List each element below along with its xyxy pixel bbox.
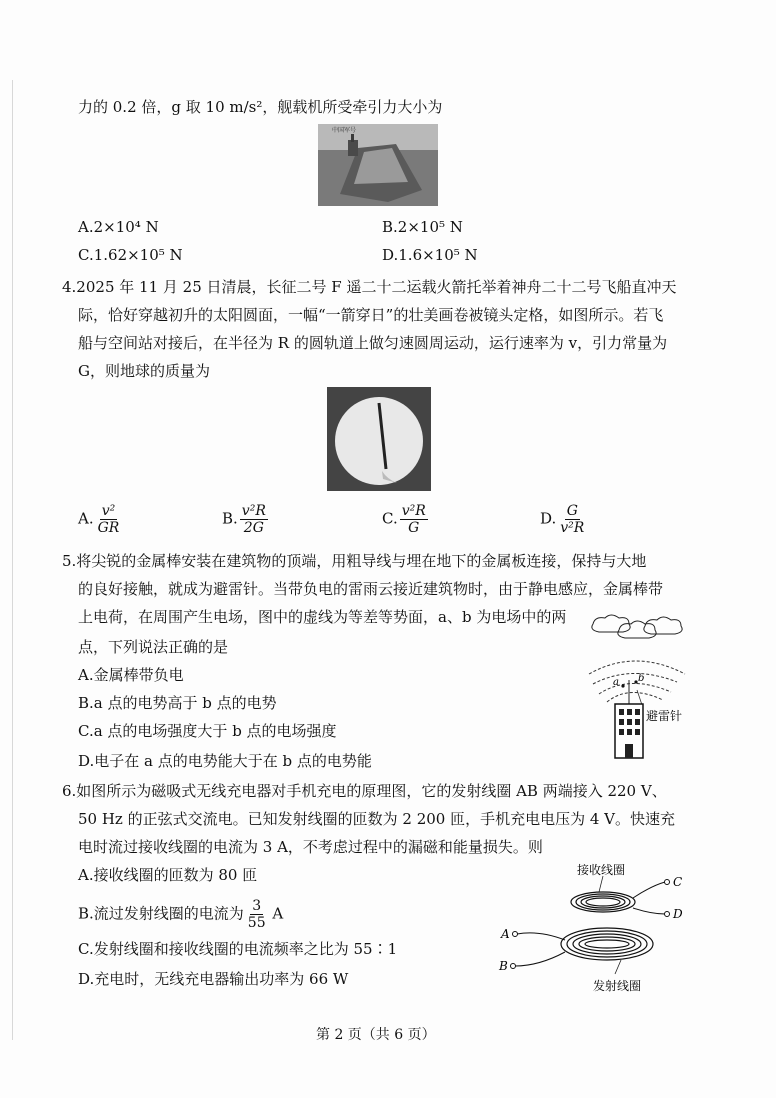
q3-option-a: A.2×10⁴ N — [78, 218, 159, 236]
q6-option-c: C.发射线圈和接收线圈的电流频率之比为 55∶1 — [78, 940, 398, 958]
q4-line-1: 4.2025 年 11 月 25 日清晨，长征二号 F 遥二十二运载火箭托举着神舟二十二号飞船直冲天 — [62, 278, 677, 296]
q5-line-3: 上电荷，在周围产生电场，图中的虚线为等差等势面，a、b 为电场中的两 — [78, 608, 567, 626]
q6-option-d: D.充电时，无线充电器输出功率为 66 W — [78, 970, 349, 988]
wireless-charger-figure — [495, 860, 695, 996]
q5-line-4: 点，下列说法正确的是 — [78, 638, 229, 656]
q4-option-a: A. $\frac{\text{v²}}{GR}$ — [78, 503, 120, 536]
label-b: b — [638, 673, 645, 684]
q4-option-c: C. $\frac{\text{v²R}}{G}$ — [382, 503, 426, 536]
label-a: a — [613, 677, 619, 688]
q6-option-a: A.接收线圈的匝数为 80 匝 — [78, 866, 258, 884]
terminal-a: A — [501, 927, 510, 941]
transmit-coil-label: 发射线圈 — [593, 979, 642, 993]
q4-option-b: B. $\frac{\text{v²R}}{2G}$ — [222, 503, 266, 536]
q4-line-2: 际，恰好穿越初升的太阳圆面，一幅“一箭穿日”的壮美画卷被镜头定格，如图所示。若飞 — [78, 306, 664, 324]
q6-line-2: 50 Hz 的正弦式交流电。已知发射线圈的匝数为 2 200 匝，手机充电电压为 4 V。快速充 — [78, 810, 676, 828]
q5-line-1: 5.将尖锐的金属棒安装在建筑物的顶端，用粗导线与埋在地下的金属板连接，保持与大地 — [62, 552, 647, 570]
terminal-c: C — [673, 875, 683, 889]
q5-option-a: A.金属棒带负电 — [78, 666, 184, 684]
page-margin-line — [12, 80, 13, 1040]
q5-option-b: B.a 点的电势高于 b 点的电势 — [78, 694, 277, 712]
q4-line-4: G，则地球的质量为 — [78, 362, 210, 380]
q3-option-c: C.1.62×10⁵ N — [78, 246, 183, 264]
q5-option-d: D.电子在 a 点的电势能大于在 b 点的电势能 — [78, 752, 372, 770]
q4-option-d: D. $\frac{G}{\text{v²R}}$ — [540, 503, 585, 536]
page-footer: 第 2 页（共 6 页） — [316, 1027, 436, 1043]
rod-label: 避雷针 — [646, 709, 683, 723]
lightning-rod-figure — [585, 608, 689, 760]
q3-option-b: B.2×10⁵ N — [382, 218, 463, 236]
receive-coil-label: 接收线圈 — [577, 863, 626, 877]
q3-option-d: D.1.6×10⁵ N — [382, 246, 478, 264]
q6-option-b: B.流过发射线圈的电流为 $\frac{3}{55}$ A — [78, 898, 284, 931]
terminal-d: D — [673, 907, 683, 921]
q5-option-c: C.a 点的电场强度大于 b 点的电场强度 — [78, 722, 337, 740]
q5-line-2: 的良好接触，就成为避雷针。当带负电的雷雨云接近建筑物时，由于静电感应，金属棒带 — [78, 580, 664, 598]
q3-stem-tail: 力的 0.2 倍，g 取 10 m/s²，舰载机所受牵引力大小为 — [78, 98, 443, 116]
photo-watermark: 中国军号 — [332, 127, 357, 134]
rocket-sun-photo — [327, 387, 431, 491]
aircraft-carrier-photo — [318, 124, 438, 206]
terminal-b: B — [499, 959, 508, 973]
q6-line-3: 电时流过接收线圈的电流为 3 A，不考虑过程中的漏磁和能量损失。则 — [78, 838, 543, 856]
q6-line-1: 6.如图所示为磁吸式无线充电器对手机充电的原理图，它的发射线圈 AB 两端接入 220 V、 — [62, 782, 667, 800]
q4-line-3: 船与空间站对接后，在半径为 R 的圆轨道上做匀速圆周运动，运行速率为 v，引力常量为 — [78, 334, 668, 352]
